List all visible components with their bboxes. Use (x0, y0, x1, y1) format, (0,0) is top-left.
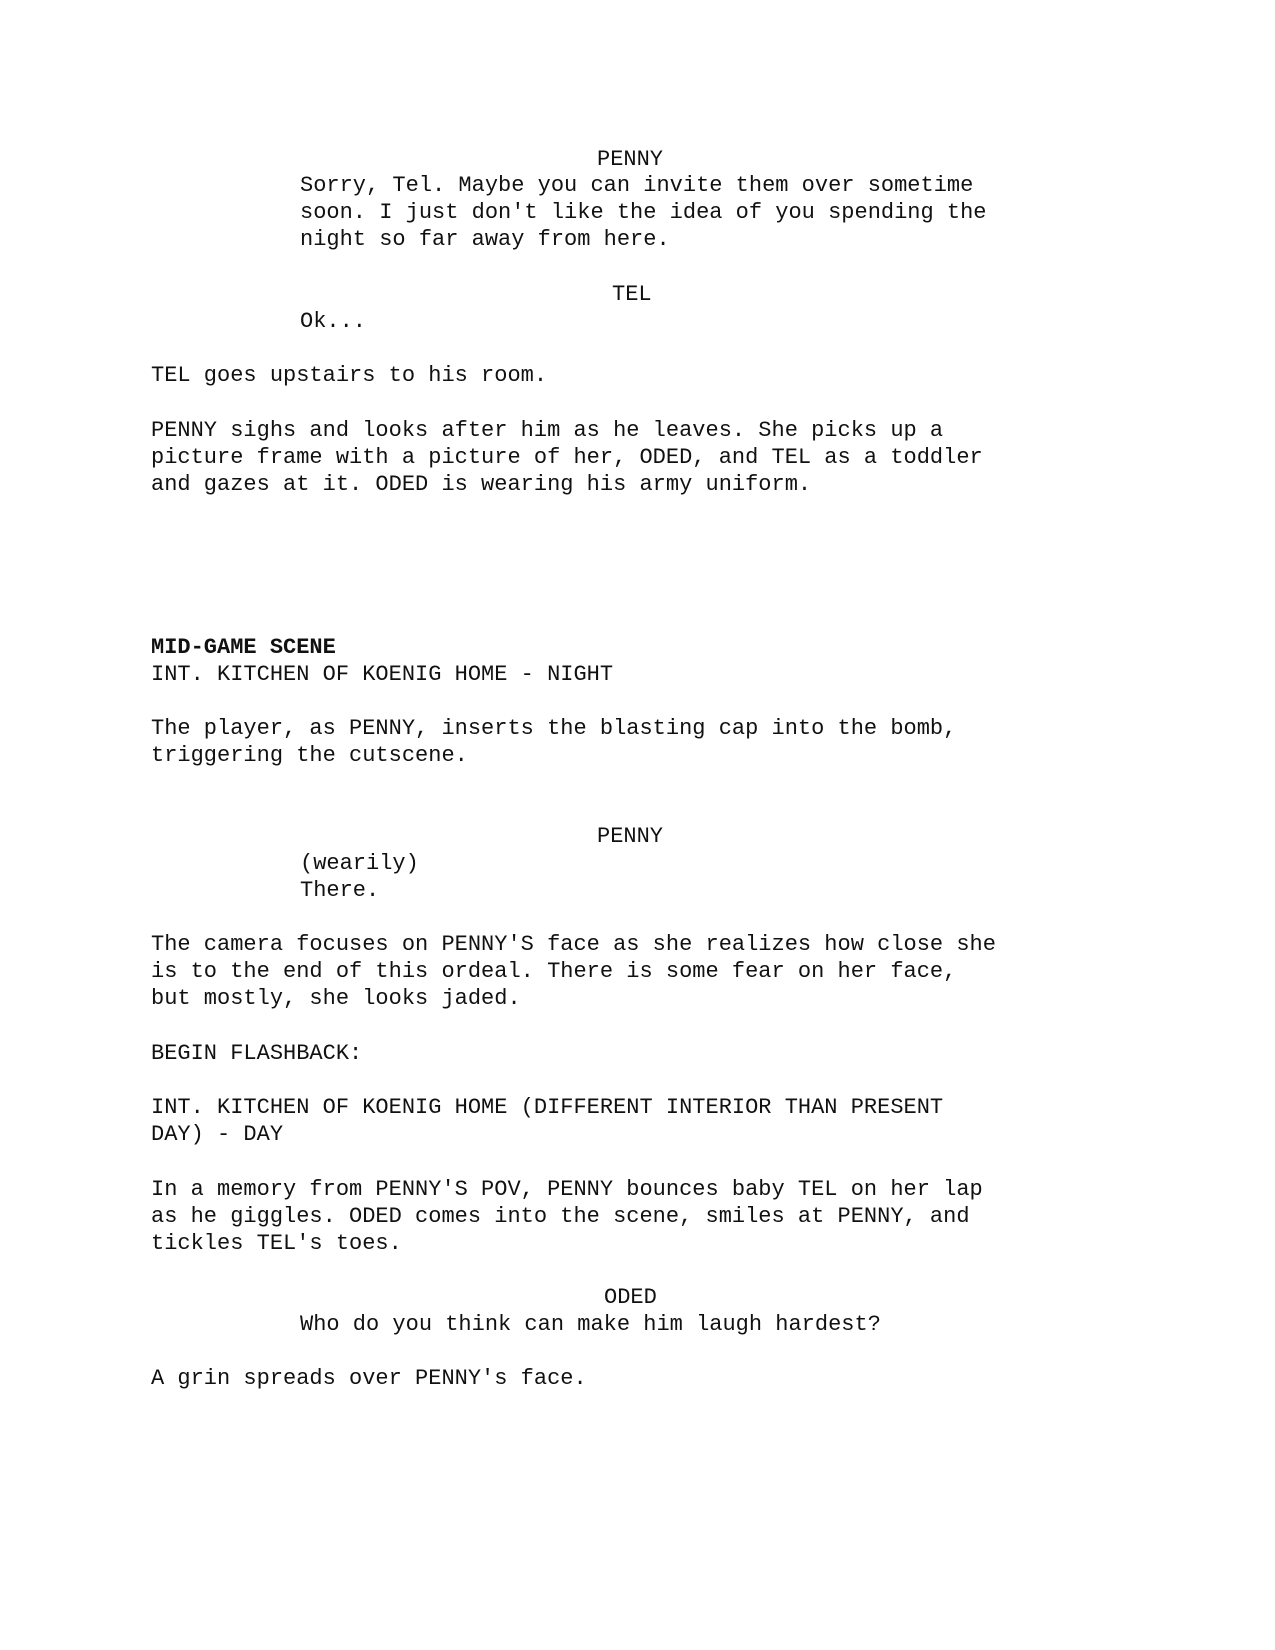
dialogue-line: Ok... (300, 309, 367, 334)
character-name: PENNY (597, 147, 664, 172)
action-line: is to the end of this ordeal. There is some fear on her face, (151, 959, 957, 984)
scene-slugline: INT. KITCHEN OF KOENIG HOME - NIGHT (151, 662, 614, 687)
scene-slugline: DAY) - DAY (151, 1122, 284, 1147)
action-line: In a memory from PENNY'S POV, PENNY bounces baby TEL on her lap (151, 1177, 983, 1202)
character-name: TEL (612, 282, 652, 307)
scene-slugline: INT. KITCHEN OF KOENIG HOME (DIFFERENT INTERIOR THAN PRESENT (151, 1095, 944, 1120)
action-line: PENNY sighs and looks after him as he leaves. She picks up a (151, 418, 944, 443)
dialogue-line: night so far away from here. (300, 227, 670, 252)
action-line: A grin spreads over PENNY's face. (151, 1366, 587, 1391)
action-line: picture frame with a picture of her, ODED, and TEL as a toddler (151, 445, 983, 470)
scene-title: MID-GAME SCENE (151, 635, 336, 660)
dialogue-line: soon. I just don't like the idea of you spending the (300, 200, 987, 225)
dialogue-line: There. (300, 878, 380, 903)
action-line: The camera focuses on PENNY'S face as she realizes how close she (151, 932, 996, 957)
parenthetical: (wearily) (300, 851, 419, 876)
action-line: The player, as PENNY, inserts the blasting cap into the bomb, (151, 716, 957, 741)
action-line: tickles TEL's toes. (151, 1231, 402, 1256)
action-line: as he giggles. ODED comes into the scene, smiles at PENNY, and (151, 1204, 970, 1229)
action-line: and gazes at it. ODED is wearing his army uniform. (151, 472, 812, 497)
character-name: ODED (604, 1285, 657, 1310)
transition: BEGIN FLASHBACK: (151, 1041, 363, 1066)
action-line: but mostly, she looks jaded. (151, 986, 521, 1011)
dialogue-line: Sorry, Tel. Maybe you can invite them over sometime (300, 173, 974, 198)
action-line: TEL goes upstairs to his room. (151, 363, 548, 388)
character-name: PENNY (597, 824, 664, 849)
action-line: triggering the cutscene. (151, 743, 468, 768)
dialogue-line: Who do you think can make him laugh hardest? (300, 1312, 881, 1337)
